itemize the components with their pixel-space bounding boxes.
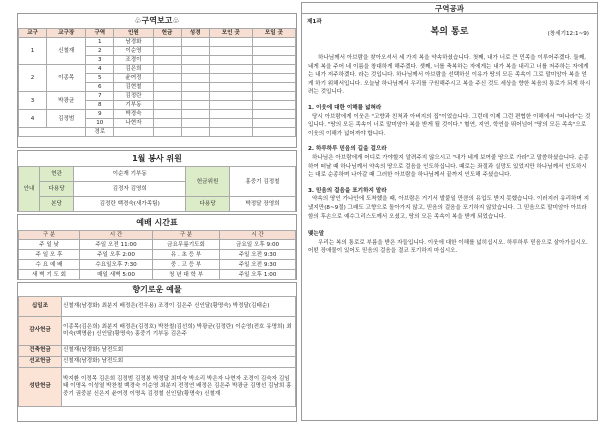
worship-cell: 청 년 대 학 부 xyxy=(152,270,219,280)
offering-row xyxy=(19,297,296,317)
zone-cell: 6 xyxy=(86,83,114,92)
offering-category: 건축헌금 xyxy=(19,346,62,357)
report-row xyxy=(19,92,296,101)
scripture-ref: (창세기12:1~9) xyxy=(547,31,589,37)
service-value: 김정자 김영희 xyxy=(74,182,186,197)
zone-cell: 5 xyxy=(86,74,114,83)
worship-cell: 주일 오전 11:00 xyxy=(80,240,153,250)
gyogu-cell: 4 xyxy=(19,110,47,128)
member-cell: 김현철 xyxy=(114,83,153,92)
worship-cell: 수 요 예 배 xyxy=(19,260,80,270)
point-heading: 1. 이웃에 대한 이해를 넓혀라 xyxy=(308,104,382,111)
offering-names: 신철재(남경화) 남전도회 xyxy=(62,357,296,368)
worship-cell: 주일 오후 2:00 xyxy=(80,250,153,260)
offering-row xyxy=(19,368,296,407)
offering-row xyxy=(19,346,296,357)
worship-row xyxy=(19,240,296,250)
empty-cell xyxy=(153,119,181,128)
zone-cell: 경로 xyxy=(86,128,114,137)
empty-cell xyxy=(181,110,209,119)
worship-cell: 수요일오후 7:30 xyxy=(80,260,153,270)
empty-cell xyxy=(209,101,252,110)
zone-cell: 9 xyxy=(86,110,114,119)
empty-cell xyxy=(252,110,295,119)
empty-cell xyxy=(252,119,295,128)
report-header-cell: 모인 곳 xyxy=(209,29,252,38)
empty-cell xyxy=(252,38,295,47)
empty-cell xyxy=(209,74,252,83)
point-body: 하나님은 아브람에게 어디로 가야할지 알려주지 않으시고 "내가 네게 보여줄 땅으로 가라"고 말씀하셨습니다. 순종하여 떠날 때 하나님께서 약속의 땅으로 걸음을 인도하십니다. 때로는 좌절과 실망도 있었지만 하나님께서 인도하시는 대로 순종하며 나아갈 때 그러한 아브람을 하나님께서 끝까지 인도해 주셨습니다. xyxy=(308,154,589,179)
empty-cell xyxy=(209,65,252,74)
service-value: 홍중기 김정철 xyxy=(229,167,295,197)
report-row xyxy=(19,110,296,119)
member-cell: 조경이 xyxy=(114,56,153,65)
service-value: 박정달 장영희 xyxy=(229,197,295,212)
empty-cell xyxy=(153,74,181,83)
sermon-panel xyxy=(301,13,598,421)
offering-row xyxy=(19,317,296,346)
zone-cell: 10 xyxy=(86,119,114,128)
leader-cell: 신철재 xyxy=(47,38,86,65)
offering-names: 박지환 이정목 김은희 김정범 김정봉 박정달 최미숙 박소리 박은자 나현자 조경이 김숙자 김임태 이명옥 이성열 박찬철 백경숙 이순영 최분지 전정연 배정은 김은주 박광균 김명선 김남희 홍중기 권중분 신은지 윤여정 이명옥 김정철 신인달(황명숙) 신철재 xyxy=(62,368,296,407)
empty-cell xyxy=(19,128,86,137)
worship-header-cell: 구 분 xyxy=(19,231,80,240)
empty-cell xyxy=(252,92,295,101)
worship-table xyxy=(18,230,296,280)
gyogu-cell: 2 xyxy=(19,65,47,92)
zone-report-title: ♧구역보고♧ xyxy=(134,16,180,25)
worship-header-cell: 구 분 xyxy=(152,231,219,240)
member-cell: 윤여정 xyxy=(114,74,153,83)
offering-category: 성탄헌금 xyxy=(19,368,62,407)
empty-cell xyxy=(181,65,209,74)
service-label: 본당 xyxy=(40,197,74,212)
empty-cell xyxy=(153,65,181,74)
point-body: 당시 아브람에게 이웃은 "고향과 친척과 아버지의 집"이었습니다. 그런데 이제 그런 편협한 이해에서 "떠나라"는 것입니다. "땅의 모든 족속이 너로 말미암아 복을 받게 될 것이다." 혈연, 지연, 학연을 뛰어넘어 "땅의 모든 족속"으로 이웃의 이해가 넓어져야 합니다. xyxy=(308,113,591,137)
empty-cell xyxy=(153,56,181,65)
sermon-intro: 하나님께서 아브람을 찾아오셔서 세 가지 복을 약속하셨습니다. 첫째, 내가 너로 큰 민족을 이루어주겠다. 둘째, 네게 복을 주어 네 이름을 창대하게 해주겠다. 셋째, 너를 축복하는 자에게는 내가 복을 내리고 너를 저주하는 자에게는 내가 저주하겠다. 라는 것입니다. 하나님께서 아브람을 선택하신 이유가 땅의 모든 족속이 그로 말미암아 복을 얻게 하기 위해서입니다. 오늘날 하나님께서 우리를 구원해주시고 복을 주신 것도 세상을 향한 복음의 통로가 되게 하시려는 것입니다. xyxy=(308,55,591,96)
empty-cell xyxy=(209,56,252,65)
empty-cell xyxy=(209,38,252,47)
empty-cell xyxy=(252,65,295,74)
closing-body: 우리는 복의 통로로 부름을 받은 자들입니다. 이웃에 대한 이해를 넓히십시오. 하루하루 믿음으로 살아가십시오. 어떤 장애물이 있어도 믿음의 걸음을 결코 포기하지 마십시오. xyxy=(308,239,588,255)
empty-cell xyxy=(181,101,209,110)
report-row xyxy=(19,65,296,74)
worship-header-cell: 시 간 xyxy=(220,231,296,240)
offering-row xyxy=(19,357,296,368)
empty-cell xyxy=(181,38,209,47)
gyogu-cell: 1 xyxy=(19,38,47,65)
worship-cell: 유 . 초 등 부 xyxy=(152,250,219,260)
offering-names: 이종목(김은희) 최분지 배정은(김정호) 박찬철(김선희) 박광균(김정란) 이순영(전호 유명희) 최미숙(백명윤) 신인달(황명숙) 홍중기 기부동 김은주 xyxy=(62,317,296,346)
service-label: 현관 xyxy=(40,167,74,182)
worship-cell: 주 일 낮 xyxy=(19,240,80,250)
zone-cell: 2 xyxy=(86,47,114,56)
worship-cell: 주일 오전 9:30 xyxy=(220,250,296,260)
worship-cell: 주일 오전 9:30 xyxy=(220,260,296,270)
lesson-number: 제1과 xyxy=(307,19,322,25)
empty-cell xyxy=(153,47,181,56)
member-cell: 나현자 xyxy=(114,119,153,128)
closing-heading: 맺는말 xyxy=(308,231,325,238)
empty-cell xyxy=(209,83,252,92)
member-cell: 박경숙 xyxy=(114,110,153,119)
empty-cell xyxy=(252,47,295,56)
empty-cell xyxy=(252,83,295,92)
zone-cell: 7 xyxy=(86,92,114,101)
point-heading: 3. 믿음의 걸음을 포기하지 말라 xyxy=(308,187,387,194)
empty-cell xyxy=(153,101,181,110)
report-header-cell: 성경 xyxy=(181,29,209,38)
service-label: 헌금위원 xyxy=(186,167,230,197)
service-panel xyxy=(17,150,297,212)
zone-report-panel xyxy=(17,13,297,148)
empty-cell xyxy=(153,92,181,101)
zone-cell: 3 xyxy=(86,56,114,65)
member-cell: 남경화 xyxy=(114,38,153,47)
leader-cell: 김정범 xyxy=(47,110,86,128)
empty-cell xyxy=(209,47,252,56)
member-cell: 기부동 xyxy=(114,101,153,110)
worship-cell: 금요일 오후 9:00 xyxy=(220,240,296,250)
report-row xyxy=(19,128,296,137)
empty-cell xyxy=(181,56,209,65)
empty-cell xyxy=(153,110,181,119)
service-label: 다용당 xyxy=(40,182,74,197)
empty-cell xyxy=(153,128,181,137)
empty-cell xyxy=(209,92,252,101)
sermon-section-title: 구역공과 xyxy=(435,4,464,13)
worship-row xyxy=(19,270,296,280)
offering-category: 감사헌금 xyxy=(19,317,62,346)
worship-cell: 주일 오후 1:00 xyxy=(220,270,296,280)
leader-cell: 이종목 xyxy=(47,65,86,92)
empty-cell xyxy=(181,128,209,137)
empty-cell xyxy=(153,83,181,92)
service-table xyxy=(18,166,296,212)
worship-cell: 주 일 오 후 xyxy=(19,250,80,260)
worship-panel xyxy=(17,214,297,280)
empty-cell xyxy=(252,56,295,65)
zone-cell: 1 xyxy=(86,38,114,47)
report-header-cell: 교구장 xyxy=(47,29,86,38)
member-cell: 김은희 xyxy=(114,65,153,74)
point-body: 약속의 땅인 가나안에 도착했을 때, 아브람은 거기서 발붙일 만큼의 유업도 받지 못했습니다. 이러지러 유리하며 지냈지만(8~9절) 그래도 고향으로 돌아가지 않고, 믿음의 걸음을 포기하지 않았습니다. 그 믿음으로 말미암아 아브라함의 후손으로 예수그리스도께서 오셨고, 땅의 모든 족속이 복을 받게 되었습니다. xyxy=(308,196,590,220)
member-cell: 김정란 xyxy=(114,92,153,101)
empty-cell xyxy=(252,128,295,137)
report-header-cell: 인원 xyxy=(114,29,153,38)
empty-cell xyxy=(209,128,252,137)
worship-header-cell: 시 간 xyxy=(80,231,153,240)
leader-cell: 박광균 xyxy=(47,92,86,110)
empty-cell xyxy=(252,74,295,83)
service-value: 이순재 기부동 xyxy=(74,167,186,182)
report-header-cell: 구역 xyxy=(86,29,114,38)
worship-cell: 매일 새벽 5:00 xyxy=(80,270,153,280)
worship-cell: 금요무릎기도회 xyxy=(152,240,219,250)
report-header-cell: 모일 곳 xyxy=(252,29,295,38)
empty-cell xyxy=(209,119,252,128)
service-label: 다용당 xyxy=(186,197,230,212)
empty-cell xyxy=(181,47,209,56)
worship-cell: 중 . 고 등 부 xyxy=(152,260,219,270)
empty-cell xyxy=(252,101,295,110)
offering-panel xyxy=(17,282,297,422)
empty-cell xyxy=(181,92,209,101)
offering-table xyxy=(18,296,296,407)
member-cell: 이순영 xyxy=(114,47,153,56)
service-title: 1월 봉사 위원 xyxy=(132,154,182,163)
report-row xyxy=(19,38,296,47)
worship-cell: 새 벽 기 도 회 xyxy=(19,270,80,280)
empty-cell xyxy=(181,83,209,92)
offering-title: 향기로운 예물 xyxy=(132,285,182,294)
zone-cell: 8 xyxy=(86,101,114,110)
worship-title: 예배 시간표 xyxy=(136,218,178,227)
service-value: 김정란 백경숙(새가족팀) xyxy=(74,197,186,212)
worship-row xyxy=(19,260,296,270)
report-header-cell: 헌금 xyxy=(153,29,181,38)
empty-cell xyxy=(181,74,209,83)
empty-cell xyxy=(181,119,209,128)
offering-category: 선교헌금 xyxy=(19,357,62,368)
zone-cell: 4 xyxy=(86,65,114,74)
offering-names: 신철재(남경화) 최분지 배정은(전우용) 조경이 김은주 신인달(황명숙) 박정달(김태순) xyxy=(62,297,296,317)
offering-names: 신철재(남경화) 남전도회 xyxy=(62,346,296,357)
service-side-label: 안내 xyxy=(19,167,40,212)
worship-row xyxy=(19,250,296,260)
report-header-cell: 교구 xyxy=(19,29,47,38)
gyogu-cell: 3 xyxy=(19,92,47,110)
offering-category: 십일조 xyxy=(19,297,62,317)
zone-report-table xyxy=(18,28,296,137)
empty-cell xyxy=(153,38,181,47)
empty-cell xyxy=(114,128,153,137)
lesson-title: 복의 통로 xyxy=(430,27,469,37)
point-heading: 2. 하루하루 믿음의 길을 걸으라 xyxy=(308,146,387,153)
empty-cell xyxy=(209,110,252,119)
